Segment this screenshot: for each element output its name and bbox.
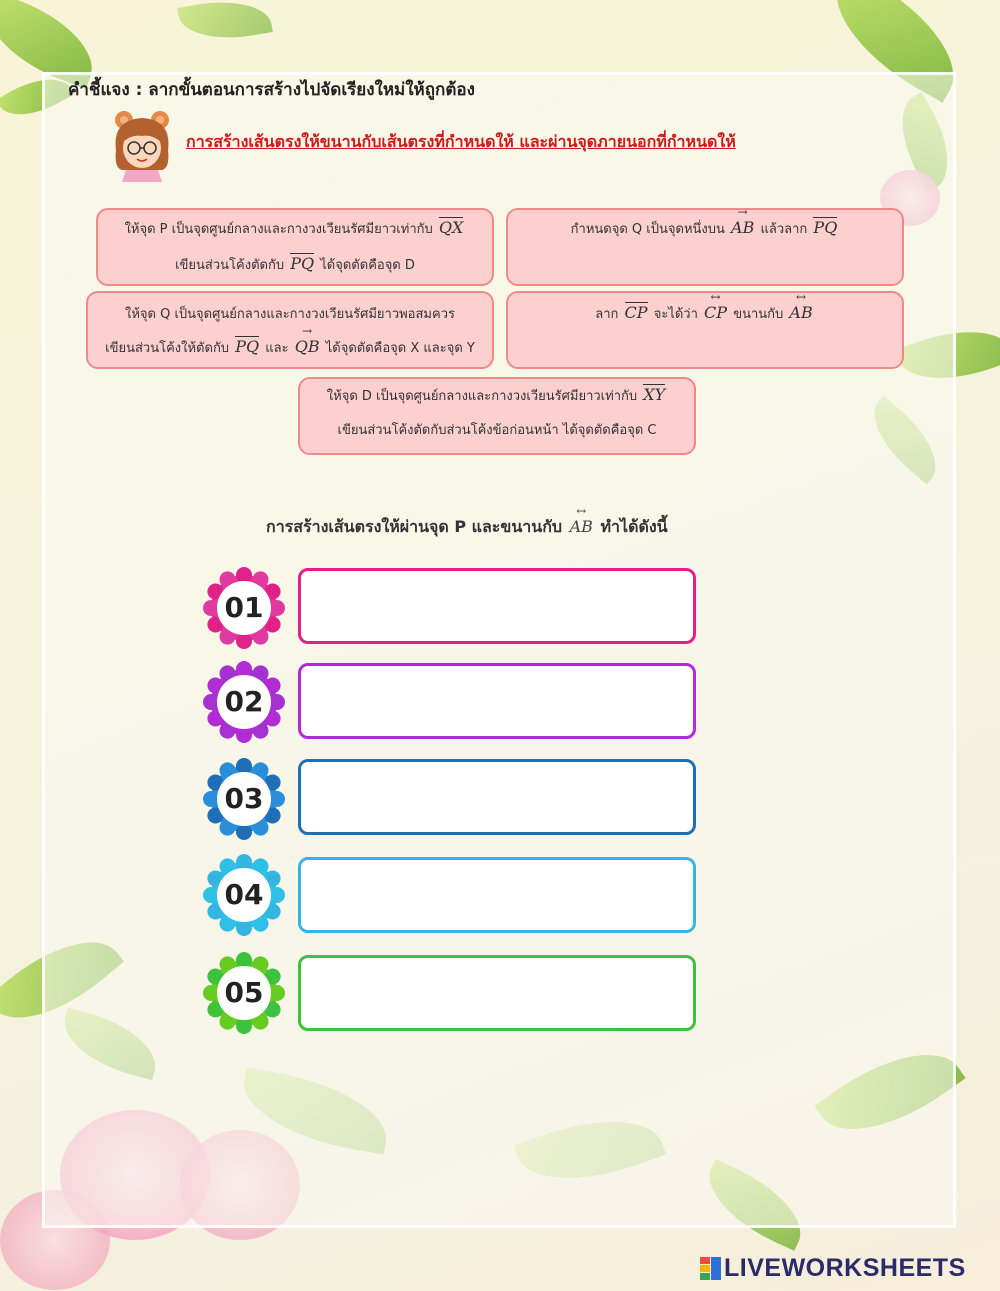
- segment-label: ↔ CP: [702, 303, 729, 322]
- segment-label: PQ: [290, 254, 315, 273]
- step-card-4[interactable]: [506, 291, 904, 369]
- card-text: ได้จุดตัดคือจุด D: [320, 258, 415, 273]
- card-text: เขียนส่วนโค้งตัดกับ: [175, 258, 285, 273]
- answer-slot-1[interactable]: [298, 568, 696, 644]
- card-text: และ: [265, 341, 289, 356]
- card-text: ได้จุดตัดคือจุด X และจุด Y: [325, 341, 475, 356]
- segment-label: CP: [624, 303, 648, 322]
- answer-slot-5[interactable]: [298, 955, 696, 1031]
- step-number: 01: [224, 591, 264, 624]
- step-badge-02: [202, 660, 286, 744]
- segment-label: PQ: [235, 337, 260, 356]
- segment-label: PQ: [813, 218, 838, 237]
- card-text: แล้วลาก: [760, 222, 808, 237]
- segment-label: → AB: [729, 218, 756, 237]
- step-card-2[interactable]: [506, 208, 904, 286]
- card-text: เขียนส่วนโค้งให้ตัดกับ: [105, 341, 230, 356]
- segment-label: XY: [643, 385, 666, 404]
- card-text: ให้จุด P เป็นจุดศูนย์กลางและกางวงเวียนรัศมียาวเท่ากับ: [124, 222, 433, 237]
- card-text: ให้จุด Q เป็นจุดศูนย์กลางและกางวงเวียนรัศมียาวพอสมควร: [125, 307, 455, 322]
- card-text: กำหนดจุด Q เป็นจุดหนึ่งบน: [570, 222, 725, 237]
- instruction-text: คำชี้แจง : ลากขั้นตอนการสร้างไปจัดเรียงใหม่ให้ถูกต้อง: [68, 80, 475, 100]
- step-number: 05: [224, 976, 264, 1009]
- card-text: เขียนส่วนโค้งตัดกับส่วนโค้งข้อก่อนหน้า ได้จุดตัดคือจุด C: [337, 423, 657, 438]
- card-text: ให้จุด D เป็นจุดศูนย์กลางและกางวงเวียนรัศมียาวเท่ากับ: [326, 389, 638, 404]
- girl-avatar-icon: [108, 108, 176, 182]
- answer-slot-2[interactable]: [298, 663, 696, 739]
- question-label: ทำได้ดังนี้: [600, 517, 668, 536]
- question-label: การสร้างเส้นตรงให้ผ่านจุด P และขนานกับ: [266, 517, 563, 536]
- card-text: จะได้ว่า: [653, 307, 698, 322]
- step-card-1[interactable]: [96, 208, 494, 286]
- step-badge-05: [202, 951, 286, 1035]
- step-badge-01: [202, 566, 286, 650]
- segment-label: QX: [438, 218, 464, 237]
- answer-slot-3[interactable]: [298, 759, 696, 835]
- step-number: 03: [224, 782, 264, 815]
- segment-label: → QB: [293, 337, 322, 356]
- answer-slot-4[interactable]: [298, 857, 696, 933]
- segment-label: ↔ AB: [568, 517, 595, 536]
- liveworksheets-brand[interactable]: LIVEWORKSHEETS: [724, 1254, 966, 1282]
- card-text: ขนานกับ: [733, 307, 784, 322]
- segment-label: ↔ AB: [787, 303, 814, 322]
- lesson-subtitle: การสร้างเส้นตรงให้ขนานกับเส้นตรงที่กำหนดให้ และผ่านจุดภายนอกที่กำหนดให้: [186, 132, 736, 151]
- step-badge-04: [202, 853, 286, 937]
- step-card-3[interactable]: [86, 291, 494, 369]
- question-text: [266, 515, 668, 540]
- step-badge-03: [202, 757, 286, 841]
- step-card-5[interactable]: [298, 377, 696, 455]
- step-number: 04: [224, 878, 264, 911]
- card-text: ลาก: [595, 307, 619, 322]
- step-number: 02: [224, 685, 264, 718]
